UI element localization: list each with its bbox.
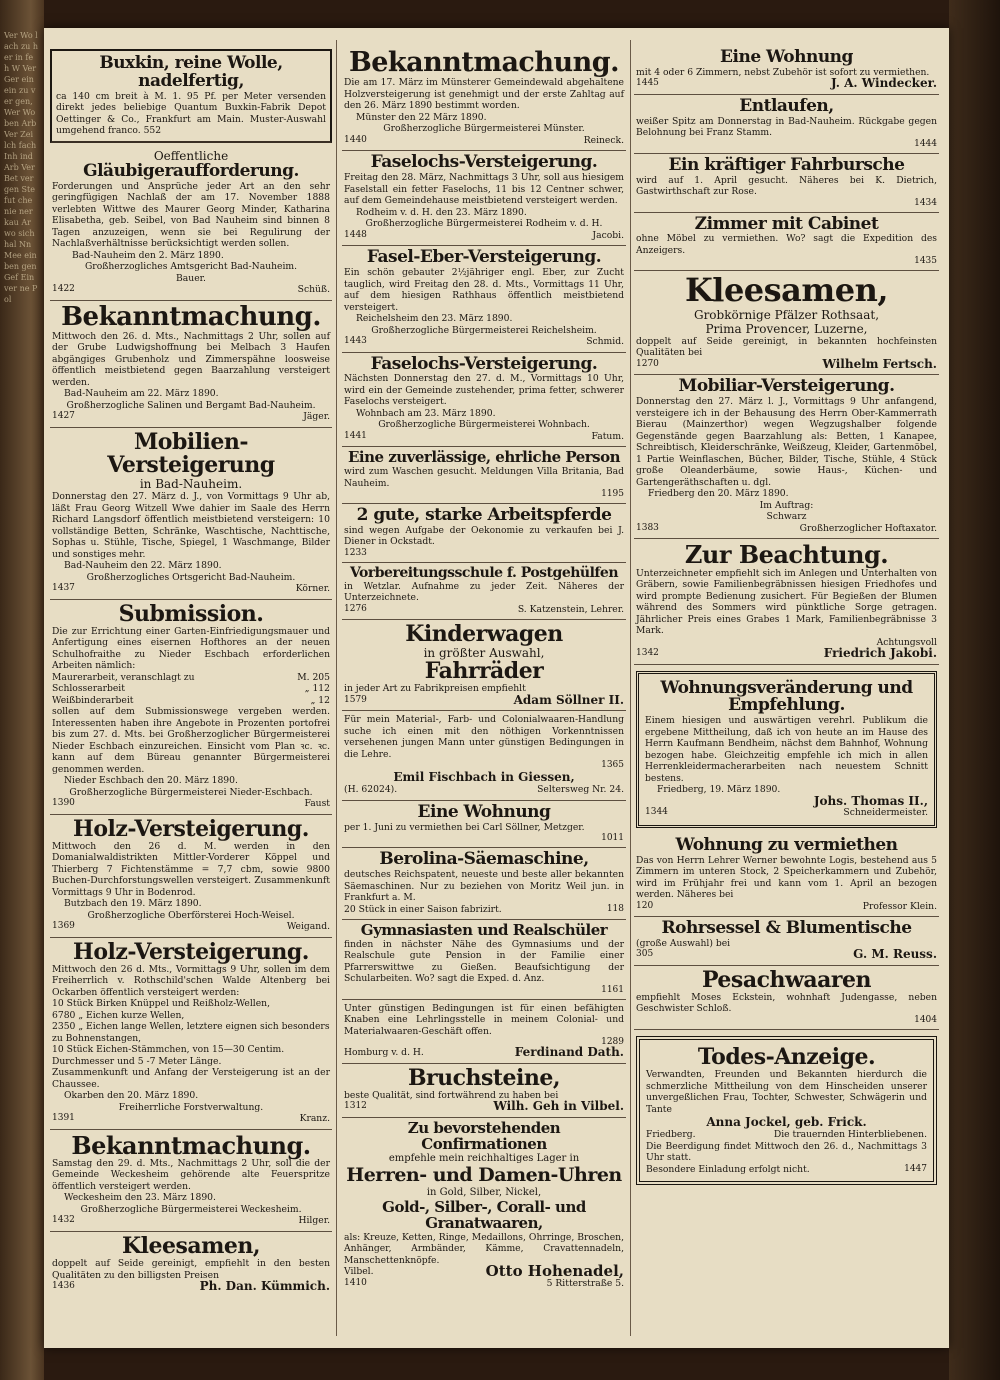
ad-greeting: Achtungsvoll (876, 636, 937, 648)
ad-title-small: Oeffentliche (153, 148, 229, 163)
ad-text: ohne Möbel zu vermiethen. Wo? sagt die Expedition des Anzeigers. (636, 233, 937, 256)
ad-number: 1390 (52, 798, 75, 809)
ad-office: Großherzogliche Bürgermeisterei Rodheim v. d. H. (365, 218, 603, 230)
ad-number: 1448 (344, 229, 367, 240)
ad-number: 1195 (601, 489, 624, 500)
ad-text: beste Qualität, sind fortwährend zu haben bei (344, 1089, 559, 1101)
ad-number: 1435 (914, 256, 937, 267)
ad-buxkin (50, 49, 332, 143)
ad-title-2: Herren- und Damen-Uhren (346, 1164, 622, 1187)
ad-date: Weckesheim den 23. März 1890. (64, 1192, 216, 1204)
column-middle (342, 46, 626, 1336)
ad-faselochs-1 (342, 151, 626, 246)
ad-beachtung (634, 539, 939, 664)
ad-signature: Wilhelm Fertsch. (822, 356, 937, 371)
ad-text: Zusammenkunft und Anfang der Versteigerung ist an der Chaussee. (52, 1067, 330, 1090)
ad-headline: Buxkin, reine Wolle, nadelfertig, (99, 53, 283, 91)
ad-schule (342, 563, 626, 620)
ad-title: Kleesamen, (684, 271, 889, 310)
ad-title: Entlaufen, (739, 95, 834, 116)
ad-title: Bekanntmachung. (61, 301, 321, 332)
ad-subtitle-2: in Gold, Silber, Nickel, (426, 1187, 542, 1199)
ad-place: Friedberg. (646, 1129, 696, 1141)
ad-title: Mobilien-Versteigerung (107, 428, 275, 478)
ad-subtitle: Grobkörnige Pfälzer Rothsaat, (693, 307, 880, 322)
ad-office: Großherzogliche Salinen und Bergamt Bad-Nauheim. (66, 399, 316, 411)
ad-bekanntmachung-muenster (342, 46, 626, 151)
ad-signature: Schüß. (297, 284, 330, 296)
ad-lehre (342, 711, 626, 801)
ad-text: sollen auf dem Submissionswege vergeben werden. Interessenten haben ihre Angebote in Prozenten portofrei bis zum 27. d. Mts. bei Großherzoglicher Bürgermeisterei Nieder Eschbach einzureichen. Einsicht vom Plan ꝛc. ꝛc. kann auf dem Büreau genannter Bürgermeisterei genommen werden. (52, 706, 330, 775)
ad-title: Faselochs-Versteigerung. (370, 152, 598, 173)
ad-title: Faselochs-Versteigerung. (370, 353, 598, 374)
ad-text: Die am 17. März im Münsterer Gemeindewald abgehaltene Holzversteigerung ist genehmigt und der erste Zahltag auf den 26. März 1890 bestimmt worden. (344, 77, 624, 112)
ad-berolina (342, 848, 626, 920)
page-edge (949, 0, 1000, 1380)
ad-signature: Johs. Thomas II., (813, 793, 928, 808)
ad-note: Im Auftrag: (759, 499, 814, 511)
ad-pesachwaaren (634, 966, 939, 1030)
ad-text: Mittwoch den 26. d. Mts., Nachmittags 2 Uhr, sollen auf der Grube Ludwigshoffnung bei Melbach 3 Haufen abgängiges Grubenholz und Zimmerspähne loosweise öffentlich meistbietend gegen Baarzahlung versteigert werden. (52, 330, 330, 388)
ad-subtitle: empfehle mein reichhaltiges Lager in (388, 1153, 580, 1165)
ad-rohrsessel (634, 917, 939, 966)
ad-fahrbursche (634, 154, 939, 213)
ad-office: Großherzogliche Bürgermeisterei Weckesheim. (80, 1203, 302, 1215)
ad-wohnung-vermiethen (634, 834, 939, 917)
ad-name: Schwarz (766, 511, 807, 523)
ad-signature: Weigand. (286, 921, 330, 933)
ad-text: in jeder Art zu Fabrikpreisen empfiehlt (344, 683, 526, 695)
ad-office: Großherzogliche Oberförsterei Hoch-Weisel. (87, 909, 295, 921)
ad-date: Rodheim v. d. H. den 23. März 1890. (356, 206, 527, 218)
ad-subtitle-2: Prima Provencer, Luzerne, (705, 321, 868, 336)
ad-signature: G. M. Reuss. (853, 947, 937, 962)
ad-text: finden in nächster Nähe des Gymnasiums und der Realschule gute Pension in der Familie einer Pfarrerswittwe zu Gießen. Beaufsichtigung der Schularbeiten. Wo? sagt die Exped. d. Anz. (344, 938, 624, 985)
ad-submission (50, 600, 332, 815)
ad-office: Großherzogliches Ortsgericht Bad-Nauheim. (86, 571, 296, 583)
ad-number: 1369 (52, 921, 75, 932)
ad-wohnung (342, 801, 626, 848)
ad-title: Holz-Versteigerung. (73, 938, 309, 965)
ad-text: doppelt auf Seide gereinigt, in bekannten hochfeinsten Qualitäten bei (636, 335, 937, 359)
ad-text: als: Kreuze, Ketten, Ringe, Medaillons, Ohrringe, Broschen, Anhänger, Armbänder, Kämme, Cravattennadeln, Manschettenknöpfe. (344, 1231, 624, 1266)
ad-title: Holz-Versteigerung. (73, 815, 309, 842)
ad-kleesamen-fertsch (634, 271, 939, 375)
ad-text: wird zum Waschen gesucht. Meldungen Villa Britania, Bad Nauheim. (344, 466, 624, 489)
ad-confirmation (342, 1118, 626, 1293)
ad-number: 1391 (52, 1113, 75, 1124)
column-rule (336, 40, 337, 1336)
ad-title: Bekanntmachung. (348, 47, 620, 78)
ad-title: Vorbereitungsschule f. Postgehülfen (349, 564, 619, 581)
ad-date: Nieder Eschbach den 20. März 1890. (64, 775, 238, 787)
ad-date: Münster den 22 März 1890. (356, 111, 487, 123)
ad-signature: Emil Fischbach in Giessen, (393, 770, 575, 785)
ad-place: Homburg v. d. H. (344, 1047, 424, 1059)
ad-date: Friedberg den 20. März 1890. (648, 488, 789, 500)
ad-mobiliar (634, 375, 939, 539)
ad-gymnasiasten (342, 920, 626, 1000)
ad-date: Bad-Nauheim den 2. März 1890. (72, 249, 224, 261)
ad-signature: Hilger. (298, 1215, 330, 1227)
ad-number: 1432 (52, 1215, 75, 1226)
ad-entlaufen (634, 95, 939, 154)
ad-title-3: Gold-, Silber-, Corall- und Granatwaaren, (382, 1198, 586, 1233)
ad-number: 305 (636, 949, 654, 960)
column-rule (630, 40, 631, 1336)
ad-title: Bruchsteine, (407, 1064, 561, 1091)
ad-place: Vilbel. (344, 1266, 374, 1278)
ad-text: Die zur Errichtung einer Garten-Einfriedigungsmauer und Anfertigung eines eisernen Hofthores an der neuen Schulhofraithe zu Nieder Eschbach erforderlichen Arbeiten nämlich: (52, 625, 330, 672)
ad-number: 1436 (52, 1281, 75, 1292)
ad-title: Gymnasiasten und Realschüler (360, 921, 608, 940)
ad-office: Großherzogliche Bürgermeisterei Nieder-Eschbach. (69, 786, 313, 798)
ad-number: 1447 (904, 1163, 927, 1174)
ad-signature: Friedrich Jakobi. (823, 646, 937, 660)
column-right (634, 46, 939, 1336)
ad-title: Zur Beachtung. (684, 540, 889, 570)
ad-bekanntmachung-2 (50, 1130, 332, 1232)
ad-bruchsteine (342, 1064, 626, 1118)
ad-faselochs-2 (342, 353, 626, 448)
ad-office: Freiherrliche Forstverwaltung. (118, 1101, 264, 1113)
ad-date: Wohnbach am 23. März 1890. (356, 407, 496, 419)
ad-date: Bad-Nauheim den 22. März 1890. (64, 560, 222, 572)
ad-signature: Kranz. (299, 1113, 330, 1125)
ad-number: 1441 (344, 430, 367, 441)
ad-todesanzeige (636, 1036, 937, 1185)
ad-title: Eine Wohnung (720, 47, 853, 67)
ad-signature: Ph. Dan. Kümmich. (199, 1279, 330, 1294)
ad-title: Wohnungsveränderung und Empfehlung. (660, 677, 913, 716)
ad-subtitle: in Bad-Nauheim. (139, 477, 243, 492)
ad-number: 120 (636, 900, 654, 911)
ad-text: Samstag den 29. d. Mts., Nachmittags 2 Uhr, soll die der Gemeinde Weckesheim gehörende alte Feuerspritze öffentlich versteigert werden. (52, 1157, 330, 1192)
ad-text: Forderungen und Ansprüche jeder Art an den sehr geringfügigen Nachlaß der am 17. November 1888 verlebten Wittwe des Maurer Georg Minder, Katharina Elisabetha, geb. Seibel, von Bad Nauheim sind binnen 8 Tagen anzuzeigen, wenn sie bei Regulirung der Nachlaßverhältnisse berücksichtigt werden sollen. (52, 180, 330, 250)
ad-kleesamen (50, 1232, 332, 1297)
ad-number: 1445 (636, 78, 659, 89)
ad-title: Zu bevorstehenden Confirmationen (407, 1118, 561, 1153)
ad-number: 1312 (344, 1101, 367, 1112)
ad-number: 1365 (601, 760, 624, 771)
ad-note: 20 Stück in einer Saison fabrizirt. (344, 903, 502, 915)
ad-title: Gläubigeraufforderung. (83, 160, 299, 181)
ad-signature: Wilh. Geh in Vilbel. (493, 1099, 624, 1114)
ad-reference: (H. 62024). (344, 784, 398, 796)
ad-text: Nächsten Donnerstag den 27. d. M., Vormittags 10 Uhr, wird ein der Gemeinde zustehender, prima fetter, schwerer Faselochs versteigert. (344, 373, 624, 408)
list-item: Schlosserarbeit „ 112 (52, 683, 330, 695)
ad-signature: Adam Söllner II. (513, 692, 624, 707)
ad-number: 1276 (344, 603, 367, 614)
ad-office: Großherzoglicher Hoftaxator. (799, 522, 937, 534)
ad-number: 1434 (914, 197, 937, 208)
ad-text: Mittwoch den 26 d. M. werden in den Domanialwaldistrikten Mittler-Vorderer Köppel und Thierberg 7 Fichtenstämme = 7,7 cbm, sowie 9800 Buchen-Durchforstungswellen versteigert. Zusammenkunft Vormittags 9 Uhr in Bodenrod. (52, 840, 330, 898)
ad-number: 1444 (914, 138, 937, 149)
ad-title: Kleesamen, (121, 1232, 261, 1259)
ad-title: Mobiliar-Versteigerung. (678, 376, 895, 397)
ad-funeral: Die Beerdigung findet Mittwoch den 26. d., Nachmittags 3 Uhr statt. (646, 1140, 927, 1164)
ad-text: mit 4 oder 6 Zimmern, nebst Zubehör ist sofort zu vermiethen. (636, 66, 930, 78)
ad-title: Kinderwagen (405, 621, 563, 648)
list-item: 6780 „ Eichen kurze Wellen, (52, 1009, 185, 1021)
ad-number: 1270 (636, 358, 659, 369)
ad-number: 1344 (645, 807, 668, 818)
ad-signature: Otto Hohenadel, (485, 1262, 624, 1281)
ad-mourners: Die trauernden Hinterbliebenen. (773, 1129, 927, 1141)
ad-title: 2 gute, starke Arbeitspferde (356, 505, 612, 526)
ad-glaeubiger (50, 146, 332, 301)
list-item: Weißbinderarbeit „ 12 (52, 694, 330, 706)
ad-holz-2 (50, 938, 332, 1130)
ad-number: 1383 (636, 522, 659, 533)
ad-text: empfiehlt Moses Eckstein, wohnhaft Judengasse, neben Geschwister Schloß. (636, 991, 937, 1015)
ad-title: Wohnung zu vermiethen (675, 834, 898, 855)
ad-date: Reichelsheim den 23. März 1890. (356, 313, 513, 325)
ad-number: 1437 (52, 583, 75, 594)
ad-bekanntmachung (50, 301, 332, 428)
ad-number: 1342 (636, 648, 659, 658)
ad-title: Pesachwaaren (701, 966, 871, 993)
ad-note: Besondere Einladung erfolgt nicht. (646, 1163, 810, 1175)
ad-text: Unter günstigen Bedingungen ist für einen befähigten Knaben eine Lehrlingsstelle in meinem Colonial- und Materialwaaren-Geschäft offen. (344, 1002, 624, 1037)
ad-signature: Reineck. (583, 134, 624, 146)
ad-number: 1161 (601, 984, 624, 995)
ad-title: Zimmer mit Cabinet (694, 213, 879, 234)
ad-office: Großherzogliche Bürgermeisterei Reichelsheim. (371, 324, 597, 336)
ad-signature: Faust (304, 798, 330, 810)
ad-text: Das von Herrn Lehrer Werner bewohnte Logis, bestehend aus 5 Zimmern im unteren Stock, 2 Speicherkammern und Zubehör, wird im Frühjahr frei und kann vom 1. April an bezogen werden. Näheres bei (636, 854, 937, 901)
ad-number: 1404 (914, 1014, 937, 1025)
ad-subtitle: in größter Auswahl, (423, 646, 545, 661)
ad-number: 118 (606, 903, 624, 914)
ad-text: Für mein Material-, Farb- und Colonialwaaren-Handlung suche ich einen mit den nöthigen Vorkenntnissen versehenen jungen Mann unter günstigen Bedingungen in die Lehre. (344, 714, 624, 760)
ad-signature: Fatum. (591, 430, 624, 442)
ad-number: 1440 (344, 134, 367, 145)
ad-title: Eine zuverlässige, ehrliche Person (347, 448, 621, 467)
ad-text: Donnerstag den 27. März d. J., von Vormittags 9 Uhr ab, läßt Frau Georg Witzell Wwe dahier im Saale des Herrn Richard Langsdorf öffentlich meistbietend versteigern: 10 vollständige Betten, Schränke, Waschtische, Nachttische, Sophas u. Stühle, Tische, Spiegel, 1 Waschmange, Bilder und sonstiges mehr. (52, 491, 330, 560)
ad-lehrling (342, 1000, 626, 1064)
list-item: Maurerarbeit, veranschlagt zu M. 205 (52, 671, 330, 683)
ad-zimmer (634, 213, 939, 272)
ad-text: Mittwoch den 26 d. Mts., Vormittags 9 Uhr, sollen im dem Freiherrlich v. Rothschild'schen Walde Altenberg bei Ockarben öffentlich versteigert werden: (52, 963, 330, 998)
ad-signature: Körner. (295, 583, 330, 595)
ad-fasel-eber (342, 246, 626, 352)
ad-text: sind wegen Aufgabe der Oekonomie zu verkaufen bei J. Diener in Ockstadt. (344, 524, 624, 548)
ad-title: Todes-Anzeige. (697, 1043, 876, 1070)
ad-signature: Schmid. (586, 336, 624, 348)
ad-office: Großherzogliche Bürgermeisterei Münster. (383, 123, 585, 135)
ad-text: weißer Spitz am Donnerstag in Bad-Nauheim. Rückgabe gegen Belohnung bei Franz Stamm. (636, 115, 937, 139)
ad-title: Eine Wohnung (417, 801, 551, 822)
list-item: 10 Stück Birken Knüppel und Reißholz-Wellen, (52, 998, 271, 1010)
ad-signature: Jäger. (303, 411, 330, 423)
ad-number: 1233 (344, 547, 367, 558)
ad-signature: S. Katzenstein, Lehrer. (517, 603, 624, 615)
ad-office: Großherzogliches Amtsgericht Bad-Nauheim. (84, 261, 298, 273)
book-spine (0, 0, 44, 1380)
ad-person (342, 447, 626, 504)
ad-signature: Ferdinand Dath. (514, 1045, 624, 1060)
ad-title-2: Fahrräder (424, 658, 544, 685)
ad-text: wird auf 1. April gesucht. Näheres bei K. Dietrich, Gastwirthschaft zur Rose. (636, 174, 937, 198)
ad-subtitle: (große Auswahl) bei (636, 937, 731, 949)
ad-date: Bad-Nauheim am 22. März 1890. (64, 388, 219, 400)
ad-text: ca 140 cm breit à M. 1. 95 Pf. per Meter versenden direkt jedes beliebige Quantum Buxkin-Fabrik Depot Oettinger & Co., Frankfurt am Main. Muster-Auswahl umgehend franco. 552 (56, 90, 326, 137)
ad-signature: Professor Klein. (862, 900, 937, 912)
ad-text: in Wetzlar. Aufnahme zu jeder Zeit. Näheres der Unterzeichnete. (344, 580, 624, 604)
ad-text: Freitag den 28. März, Nachmittags 3 Uhr, soll aus hiesigem Faselstall ein fetter Faselochs, 11 bis 12 Centner schwer, auf dem Gemeindehause meistbietend versteigert werden. (344, 172, 624, 207)
ad-title: Berolina-Säemaschine, (379, 849, 589, 870)
ad-text: Donnerstag den 27. März l. J., Vormittags 9 Uhr anfangend, versteigere ich in der Behausung des Herrn Ober-Kammerrath Bierau (Mainzerthor) wegen Wegzugshalber folgende Gegenstände gegen Baarzahlung als: Betten, 1 Kanapee, Schreibtisch, Kleiderschränke, Weißzeug, Kleider, Gartenmöbel, 1 Partie Weinflaschen, Bücher, Bilder, Tische, Stühle, 4 Stück große Oleanderbäume, sowie Haus-, Küchen- und Gartengeräthschaften u. dgl. (636, 396, 937, 488)
ad-title: Fasel-Eber-Versteigerung. (366, 247, 602, 268)
ad-date: Friedberg, 19. März 1890. (657, 784, 781, 796)
ad-wohnungsveraenderung (636, 671, 937, 828)
ad-text: Ein schön gebauter 2½jähriger engl. Eber, zur Zucht tauglich, wird Freitag den 28. d. Mts., Vormittags 11 Uhr, auf dem hiesigen Rathhaus öffentlich meistbietend versteigert. (344, 267, 624, 313)
ad-number: 1579 (344, 694, 367, 705)
ad-address: Seltersweg Nr. 24. (537, 784, 624, 796)
ad-signature: Jacobi. (592, 229, 624, 241)
ad-date: Butzbach den 19. März 1890. (64, 898, 202, 910)
ad-text: Unterzeichneter empfiehlt sich im Anlegen und Unterhalten von Gräbern, sowie Familienbegräbnissen hiesigen Friedhofes und wird prompte Bedienung zusichert. Für Begießen der Blumen während des Sommers wird pünktliche Sorge getragen. Jährlicher Preis eines Grabes 1 Mark, Familienbegräbnisse 3 Mark. (636, 567, 937, 636)
ad-text: Einem hiesigen und auswärtigen verehrl. Publikum die ergebene Mittheilung, daß ich von heute an im Hause des Herrn Kaufmann Bendheim, nächst dem Bahnhof, Wohnung bezogen habe. Gleichzeitig empfehle ich mich in allen Herrenkleidermacherarbeiten nach neuestem Schnitt bestens. (645, 715, 928, 784)
ad-date: Okarben den 20. März 1890. (64, 1090, 199, 1102)
list-item: 10 Stück Eichen-Stämmchen, von 15—30 Centim. Durchmesser und 5 -7 Meter Länge. (52, 1044, 285, 1067)
ad-holz-1 (50, 815, 332, 938)
ad-mobilien (50, 428, 332, 600)
ad-pferde (342, 504, 626, 563)
ad-name: Anna Jockel, geb. Frick. (706, 1115, 867, 1130)
ad-kinderwagen (342, 620, 626, 711)
ad-text: Verwandten, Freunden und Bekannten hierdurch die schmerzliche Mittheilung von dem Hinscheiden unserer unvergeßlichen Frau, Tochter, Schwester, Schwägerin und Tante (646, 1069, 927, 1115)
ad-text: deutsches Reichspatent, neueste und beste aller bekannten Säemaschinen. Nur zu beziehen von Moritz Weil jun. in Frankfurt a. M. (344, 869, 624, 904)
ad-number: 1011 (601, 833, 624, 844)
list-item: 2350 „ Eichen lange Wellen, letztere eignen sich besonders zu Bohnenstangen, (52, 1021, 330, 1044)
ad-title: Ein kräftiger Fahrbursche (668, 154, 905, 175)
ad-number: 1289 (601, 1037, 624, 1048)
ad-signature: Bauer. (176, 272, 206, 284)
ad-address: 5 Ritterstraße 5. (546, 1277, 624, 1289)
ad-number: 1410 (344, 1277, 367, 1288)
spine-text: Ver Wo lach zu her in feh W Ver Ger ein ein zu ver gen, Wer Wo ben Arb Ver Zei lch fach Inh ind Arb Ver Bet ver gen Ste fut che nie ner kau Ar wo sich hal Nn Mee ein ben gen Gef Ein ver ne Pol (4, 31, 38, 304)
ad-number: 1443 (344, 336, 367, 347)
ad-text: doppelt auf Seide gereinigt, empfiehlt in den besten Qualitäten zu den billigsten Preisen (52, 1258, 330, 1281)
column-left (50, 46, 332, 1336)
ad-wohnung-windecker (634, 46, 939, 95)
ad-text: per 1. Juni zu vermiethen bei Carl Söllner, Metzger. (344, 821, 585, 833)
ad-title: Rohrsessel & Blumentische (661, 918, 912, 939)
ad-role: Schneidermeister. (843, 807, 928, 819)
ad-number: 1427 (52, 411, 75, 422)
ad-office: Großherzogliche Bürgermeisterei Wohnbach. (378, 419, 590, 431)
ad-title: Bekanntmachung. (71, 1130, 311, 1160)
ad-title: Submission. (118, 600, 264, 627)
ad-signature: J. A. Windecker. (831, 76, 937, 91)
ad-number: 1422 (52, 284, 75, 295)
newspaper-page (44, 28, 949, 1348)
